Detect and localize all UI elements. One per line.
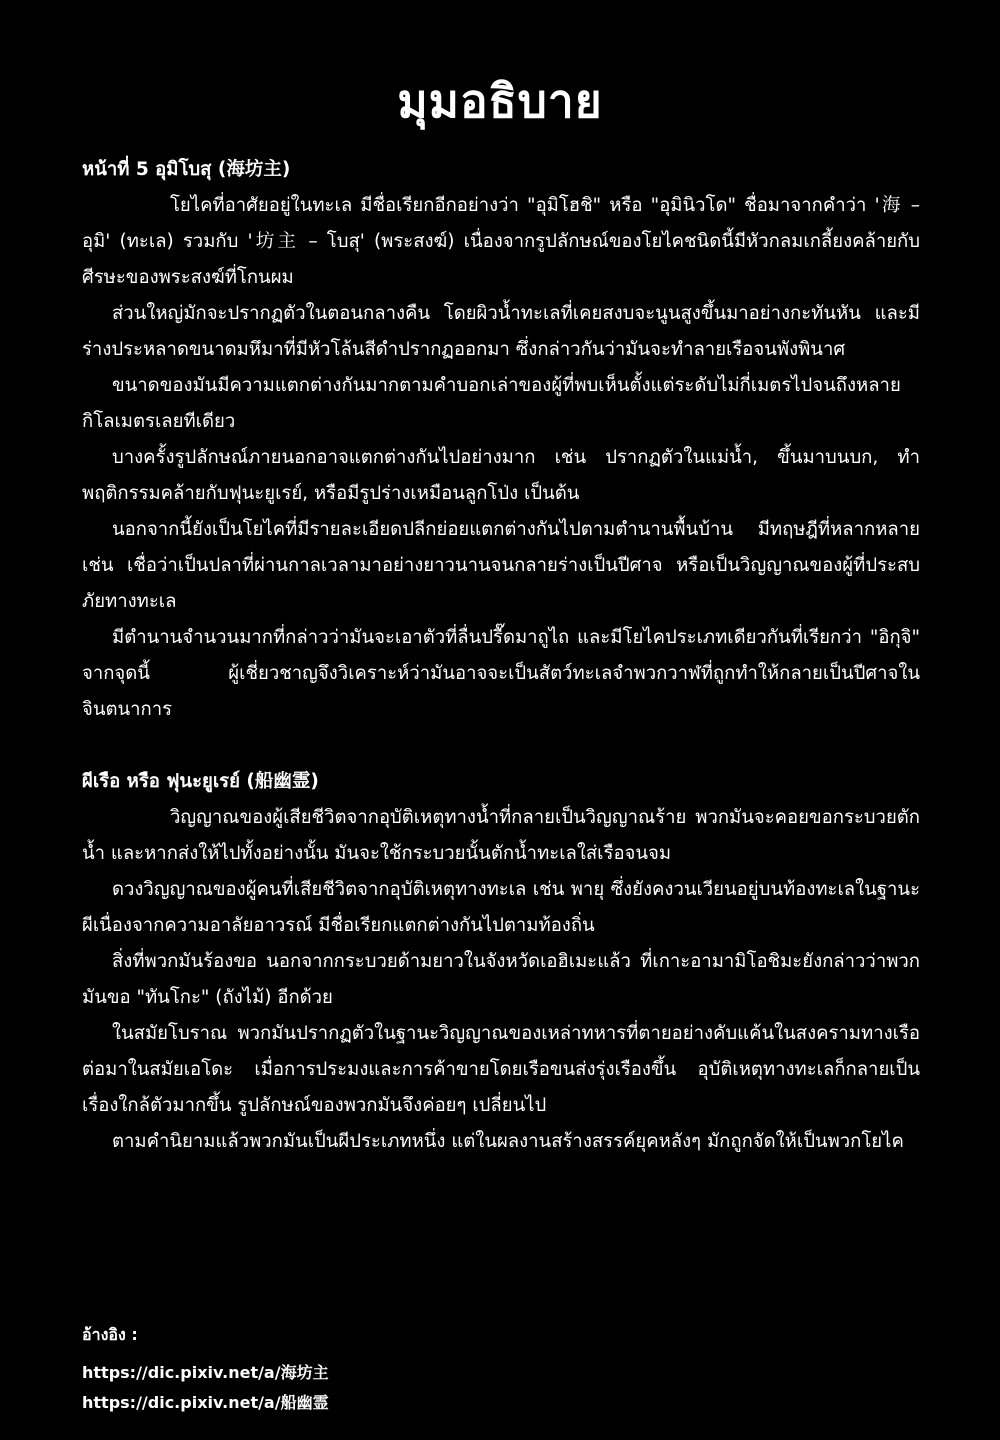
paragraph: บางครั้งรูปลักษณ์ภายนอกอาจแตกต่างกันไปอย่างมาก เช่น ปรากฏตัวในแม่น้ำ, ขึ้นมาบนบก, ทำพฤติกรรมคล้ายกับฟุนะยูเรย์, หรือมีรูปร่างเหมือนลูกโป่ง เป็นต้น — [82, 447, 920, 504]
paragraph: ตามคำนิยามแล้วพวกมันเป็นผีประเภทหนึ่ง แต่ในผลงานสร้างสรรค์ยุคหลังๆ มักถูกจัดให้เป็นพวกโยไค — [112, 1131, 904, 1152]
paragraph: โยไคที่อาศัยอยู่ในทะเล มีชื่อเรียกอีกอย่างว่า "อุมิโฮชิ" หรือ "อุมินิวโด" ชื่อมาจากคำว่า '海 – อุมิ' (ทะเล) รวมกับ '坊主 – โบสุ' (พระสงฆ์) เนื่องจากรูปลักษณ์ของโยไคชนิดนี้มีหัวกลมเกลี้ยงคล้ายกับศีรษะของพระสงฆ์ที่โกนผม — [82, 195, 920, 288]
page-title: มุมอธิบาย — [397, 74, 603, 128]
paragraph: มีตำนานจำนวนมากที่กล่าวว่ามันจะเอาตัวที่ลื่นปรื๊ดมาถูไถ และมีโยไคประเภทเดียวกันที่เรียกว่า "อิกุจิ" จากจุดนี้ ผู้เชี่ยวชาญจึงวิเคราะห์ว่ามันอาจจะเป็นสัตว์ทะเลจำพวกวาฬที่ถูกทำให้กลายเป็นปีศาจในจินตนาการ — [82, 627, 920, 720]
section-spacer — [82, 728, 920, 764]
paragraph: ดวงวิญญาณของผู้คนที่เสียชีวิตจากอุบัติเหตุทางทะเล เช่น พายุ ซึ่งยังคงวนเวียนอยู่บนท้องทะเลในฐานะผีเนื่องจากความอาลัยอาวรณ์ มีชื่อเรียกแตกต่างกันไปตามท้องถิ่น — [82, 879, 920, 936]
references-heading: อ้างอิง : — [82, 1325, 138, 1344]
section-heading-umibozu: หน้าที่ 5 อุมิโบสุ (海坊主) — [82, 159, 291, 180]
reference-link-funayurei[interactable]: https://dic.pixiv.net/a/船幽霊 — [82, 1393, 329, 1412]
reference-link-umibozu[interactable]: https://dic.pixiv.net/a/海坊主 — [82, 1363, 329, 1382]
paragraph: นอกจากนี้ยังเป็นโยไคที่มีรายละเอียดปลีกย่อยแตกต่างกันไปตามตำนานพื้นบ้าน มีทฤษฎีที่หลากหลาย เช่น เชื่อว่าเป็นปลาที่ผ่านกาลเวลามาอย่างยาวนานจนกลายร่างเป็นปีศาจ หรือเป็นวิญญาณของผู้ที่ประสบภัยทางทะเล — [82, 519, 920, 612]
paragraph: ขนาดของมันมีความแตกต่างกันมากตามคำบอกเล่าของผู้ที่พบเห็นตั้งแต่ระดับไม่กี่เมตรไปจนถึงหลายกิโลเมตรเลยทีเดียว — [82, 375, 901, 432]
references — [82, 1318, 920, 1418]
paragraph: สิ่งที่พวกมันร้องขอ นอกจากกระบวยด้ามยาวในจังหวัดเอฮิเมะแล้ว ที่เกาะอามามิโอชิมะยังกล่าวว่าพวกมันขอ "ทันโกะ" (ถังไม้) อีกด้วย — [82, 951, 920, 1008]
section-heading-funayurei: ผีเรือ หรือ ฟุนะยูเรย์ (船幽霊) — [82, 771, 319, 792]
article-body — [82, 152, 920, 1160]
paragraph: วิญญาณของผู้เสียชีวิตจากอุบัติเหตุทางน้ำที่กลายเป็นวิญญาณร้าย พวกมันจะคอยขอกระบวยตักน้ำ และหากส่งให้ไปทั้งอย่างนั้น มันจะใช้กระบวยนั้นตักน้ำทะเลใส่เรือจนจม — [82, 807, 920, 864]
paragraph: ในสมัยโบราณ พวกมันปรากฏตัวในฐานะวิญญาณของเหล่าทหารที่ตายอย่างคับแค้นในสงครามทางเรือ ต่อมาในสมัยเอโดะ เมื่อการประมงและการค้าขายโดยเรือขนส่งรุ่งเรืองขึ้น อุบัติเหตุทางทะเลก็กลายเป็นเรื่องใกล้ตัวมากขึ้น รูปลักษณ์ของพวกมันจึงค่อยๆ เปลี่ยนไป — [82, 1023, 920, 1116]
paragraph: ส่วนใหญ่มักจะปรากฏตัวในตอนกลางคืน โดยผิวน้ำทะเลที่เคยสงบจะนูนสูงขึ้นมาอย่างกะทันหัน และมีร่างประหลาดขนาดมหึมาที่มีหัวโล้นสีดำปรากฏออกมา ซึ่งกล่าวกันว่ามันจะทำลายเรือจนพังพินาศ — [82, 303, 920, 360]
